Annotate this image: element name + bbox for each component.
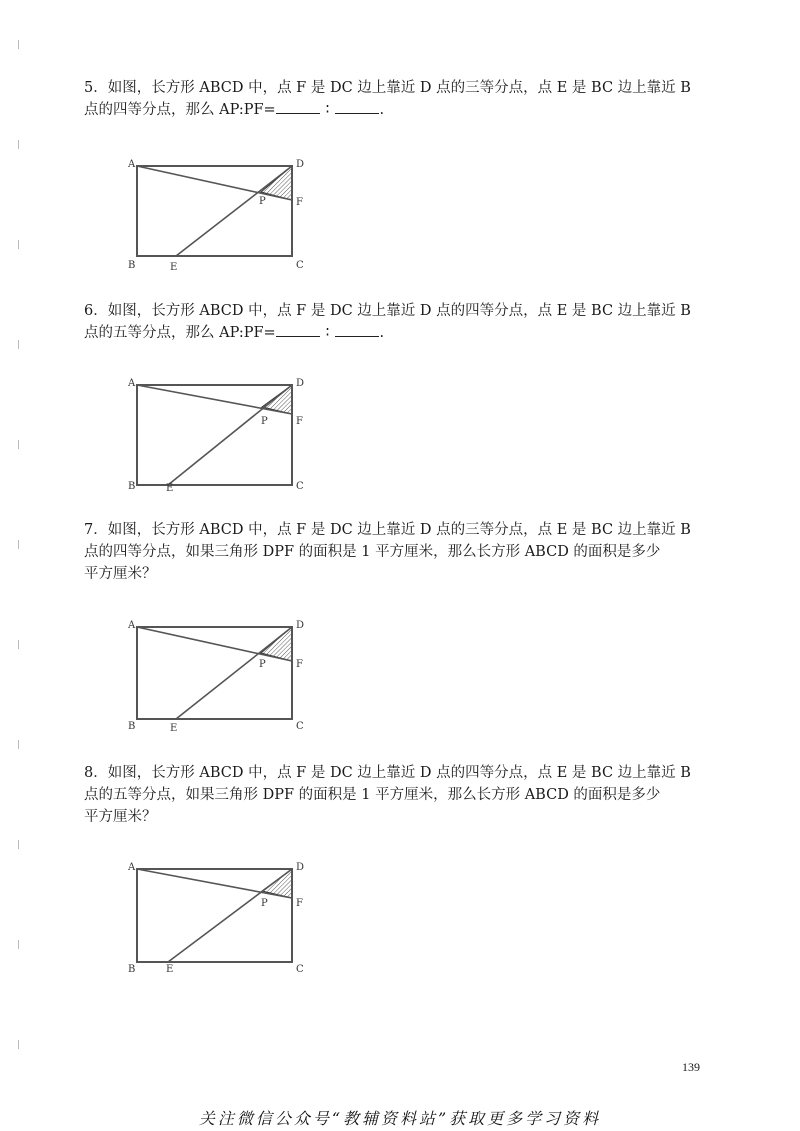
- label-d: D: [296, 378, 305, 389]
- label-e: E: [170, 723, 178, 734]
- label-d: D: [296, 620, 305, 631]
- segment-af: [137, 869, 292, 898]
- answer-blank: [276, 322, 320, 337]
- label-c: C: [296, 260, 304, 271]
- problem-text: 点的四等分点，那么 AP:PF=: [84, 102, 276, 118]
- label-b: B: [128, 260, 136, 271]
- ratio-colon: ∶: [325, 325, 330, 341]
- label-p: P: [261, 898, 268, 909]
- problem-number: 5．: [84, 80, 108, 96]
- rectangle-figure-7: [118, 616, 318, 736]
- binding-margin: [18, 0, 22, 1131]
- problem-text: 平方厘米？: [84, 809, 157, 825]
- segment-af: [137, 385, 292, 414]
- period: .: [379, 102, 385, 118]
- label-a: A: [128, 862, 136, 873]
- problem-text: 如图，长方形 ABCD 中，点 F 是 DC 边上靠近 D 点的四等分点，点 E 是 BC 边上靠近 B: [107, 765, 691, 781]
- problem-6: [84, 300, 704, 344]
- label-e: E: [166, 483, 174, 494]
- label-c: C: [296, 964, 304, 975]
- label-a: A: [128, 159, 136, 170]
- problem-text: 平方厘米？: [84, 566, 157, 582]
- label-e: E: [170, 262, 178, 273]
- problem-text: 点的五等分点，那么 AP:PF=: [84, 325, 276, 341]
- label-p: P: [259, 659, 266, 670]
- label-b: B: [128, 964, 136, 975]
- label-e: E: [166, 964, 174, 975]
- problem-number: 8．: [84, 765, 108, 781]
- segment-ed: [168, 869, 292, 962]
- label-p: P: [259, 196, 266, 207]
- problem-8: [84, 762, 704, 828]
- footer-note: 关注微信公众号“教辅资料站”获取更多学习资料: [198, 1109, 602, 1128]
- label-a: A: [128, 378, 136, 389]
- answer-blank: [335, 322, 379, 337]
- problem-5: [84, 77, 704, 121]
- problem-text: 如图，长方形 ABCD 中，点 F 是 DC 边上靠近 D 点的三等分点，点 E 是 BC 边上靠近 B: [107, 522, 691, 538]
- label-p: P: [261, 416, 268, 427]
- label-f: F: [296, 197, 303, 208]
- label-c: C: [296, 721, 304, 732]
- label-f: F: [296, 659, 303, 670]
- problem-text: 点的五等分点，如果三角形 DPF 的面积是 1 平方厘米，那么长方形 ABCD 的面积是多少: [84, 787, 661, 803]
- ratio-colon: ∶: [325, 102, 330, 118]
- rectangle-figure-6: [118, 374, 318, 494]
- answer-blank: [276, 99, 320, 114]
- problem-number: 7．: [84, 522, 108, 538]
- label-d: D: [296, 159, 305, 170]
- rectangle-abcd: [137, 166, 292, 256]
- problem-text: 如图，长方形 ABCD 中，点 F 是 DC 边上靠近 D 点的四等分点，点 E 是 BC 边上靠近 B: [107, 303, 691, 319]
- label-f: F: [296, 898, 303, 909]
- segment-af: [137, 627, 292, 661]
- period: .: [379, 325, 385, 341]
- rectangle-figure-5: [118, 155, 318, 275]
- problem-number: 6．: [84, 303, 108, 319]
- label-c: C: [296, 481, 304, 492]
- rectangle-figure-8: [118, 858, 318, 978]
- answer-blank: [335, 99, 379, 114]
- label-b: B: [128, 481, 136, 492]
- label-f: F: [296, 416, 303, 427]
- label-d: D: [296, 862, 305, 873]
- segment-af: [137, 166, 292, 200]
- segment-ed: [176, 166, 292, 256]
- label-b: B: [128, 721, 136, 732]
- problem-text: 如图，长方形 ABCD 中，点 F 是 DC 边上靠近 D 点的三等分点，点 E 是 BC 边上靠近 B: [107, 80, 691, 96]
- rectangle-abcd: [137, 627, 292, 719]
- segment-ed: [168, 385, 292, 485]
- problem-text: 点的四等分点，如果三角形 DPF 的面积是 1 平方厘米，那么长方形 ABCD 的面积是多少: [84, 544, 661, 560]
- page-number: 139: [682, 1060, 700, 1074]
- label-a: A: [128, 620, 136, 631]
- problem-7: [84, 519, 704, 585]
- segment-ed: [176, 627, 292, 719]
